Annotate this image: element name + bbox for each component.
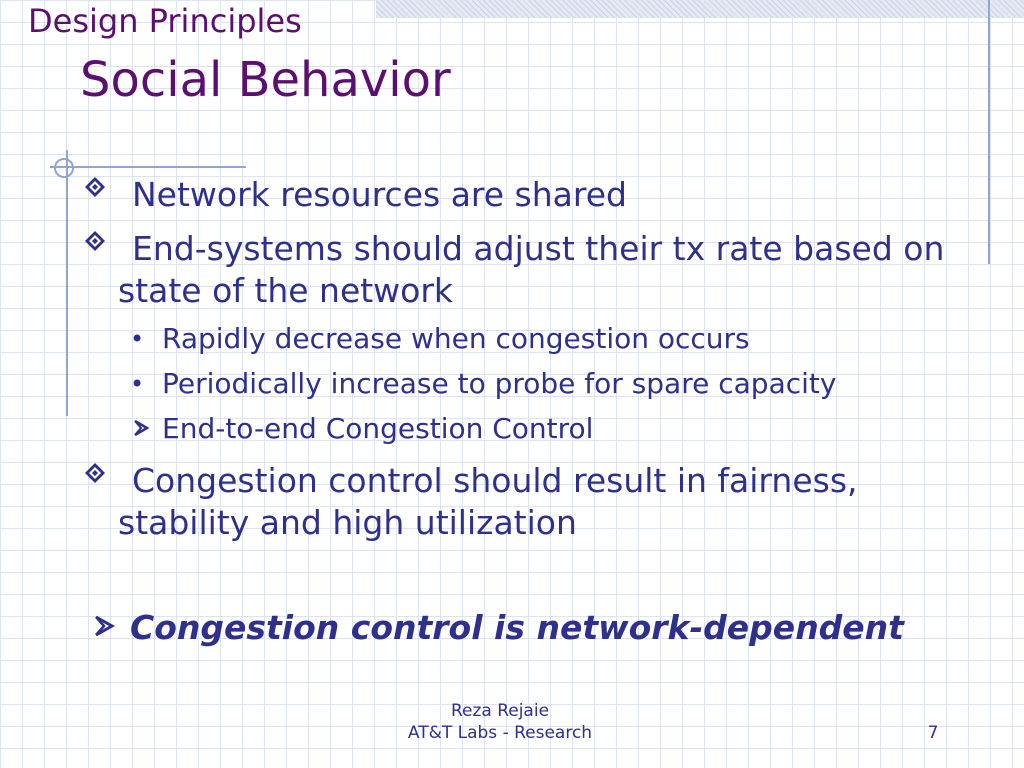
diamond-bullet-icon — [84, 176, 106, 198]
bullet-text: End-systems should adjust their tx rate based on state of the network — [118, 229, 945, 310]
bullet-text: End-to-end Congestion Control — [162, 412, 594, 445]
section-title: Design Principles — [28, 2, 302, 40]
bullet-item-level1 — [118, 460, 978, 544]
diamond-bullet-icon — [84, 462, 106, 484]
page-number: 7 — [927, 723, 939, 743]
bullet-item-emphasis — [130, 607, 990, 649]
bullet-text: Rapidly decrease when congestion occurs — [162, 322, 750, 355]
arrow-bullet-icon — [92, 613, 118, 639]
arrow-bullet-icon — [132, 418, 152, 438]
footer-organization: AT&T Labs - Research — [407, 723, 593, 743]
slide-title: Social Behavior — [80, 52, 451, 108]
bullet-text: Network resources are shared — [132, 175, 627, 214]
bullet-text: Congestion control should result in fairness, stability and high utilization — [118, 461, 858, 542]
bullet-text-emphasis: Congestion control is network-dependent — [130, 608, 904, 647]
bullet-item-level2 — [130, 322, 982, 356]
bullet-item-level2 — [130, 367, 982, 401]
footer-author: Reza Rejaie — [450, 701, 550, 721]
bullet-item-level2 — [162, 412, 982, 446]
bullet-item-level1 — [118, 174, 978, 216]
bullet-item-level1 — [118, 228, 978, 312]
dot-bullet-icon: • — [130, 325, 145, 353]
bullet-text: Periodically increase to probe for spare capacity — [162, 367, 837, 400]
dot-bullet-icon: • — [130, 370, 145, 398]
diamond-bullet-icon — [84, 230, 106, 252]
